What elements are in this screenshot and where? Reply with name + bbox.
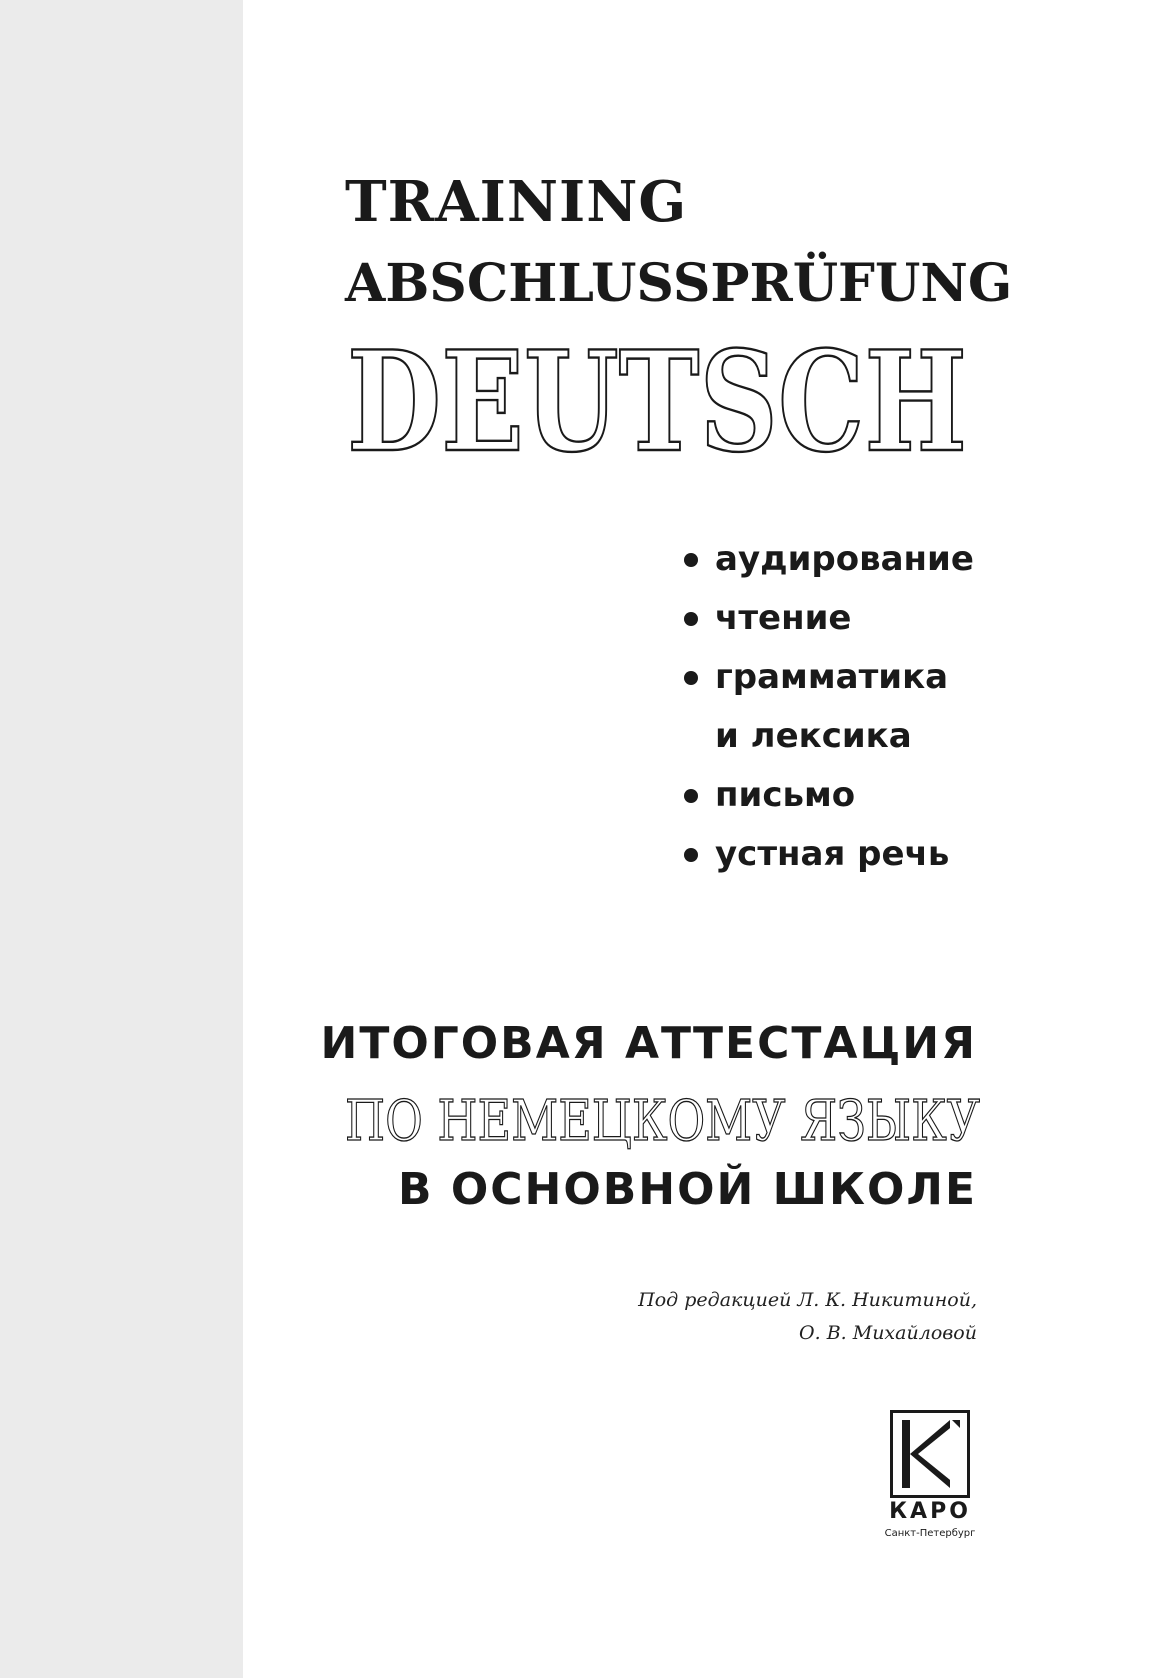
heading-po-nemetskomu <box>340 1088 980 1154</box>
topic-label: грамматика <box>715 657 949 697</box>
bullet-icon <box>684 671 698 685</box>
publisher-k-icon <box>890 1410 970 1498</box>
heading-v-osnovnoi-shkole: В ОСНОВНОЙ ШКОЛЕ <box>397 1164 977 1215</box>
bullet-icon <box>684 789 698 803</box>
title-deutsch-text: DEUTSCH <box>347 320 967 483</box>
topic-label: аудирование <box>715 539 974 579</box>
title-training: TRAINING <box>345 169 688 235</box>
topic-item <box>680 589 1000 648</box>
topic-label: письмо <box>715 775 856 815</box>
editors-line: О. В. Михайловой <box>799 1322 977 1344</box>
topic-item <box>680 648 1000 707</box>
title-abschlusspruefung: ABSCHLUSSPRÜFUNG <box>345 253 1013 314</box>
editors-credit <box>638 1284 977 1350</box>
heading-po-nemetskomu-text: ПО НЕМЕЦКОМУ ЯЗЫКУ <box>345 1089 980 1154</box>
bullet-icon <box>684 553 698 567</box>
bullet-icon <box>684 612 698 626</box>
topic-item <box>680 530 1000 589</box>
topics-list <box>680 530 1000 884</box>
editors-line: Под редакцией Л. К. Никитиной, <box>638 1289 977 1311</box>
publisher-city: Санкт-Петербург <box>884 1528 976 1539</box>
topic-item <box>680 766 1000 825</box>
publisher-name: КАРО <box>889 1499 971 1524</box>
topic-label: устная речь <box>715 834 950 874</box>
topic-item-continuation <box>680 707 1000 766</box>
left-margin-strip <box>0 0 243 1678</box>
topic-label: и лексика <box>715 716 912 756</box>
topic-item <box>680 825 1000 884</box>
title-deutsch <box>342 320 972 483</box>
publisher-logo <box>880 1410 980 1540</box>
topic-label: чтение <box>715 598 852 638</box>
heading-itogovaya: ИТОГОВАЯ АТТЕСТАЦИЯ <box>320 1018 977 1069</box>
bullet-icon <box>684 848 698 862</box>
